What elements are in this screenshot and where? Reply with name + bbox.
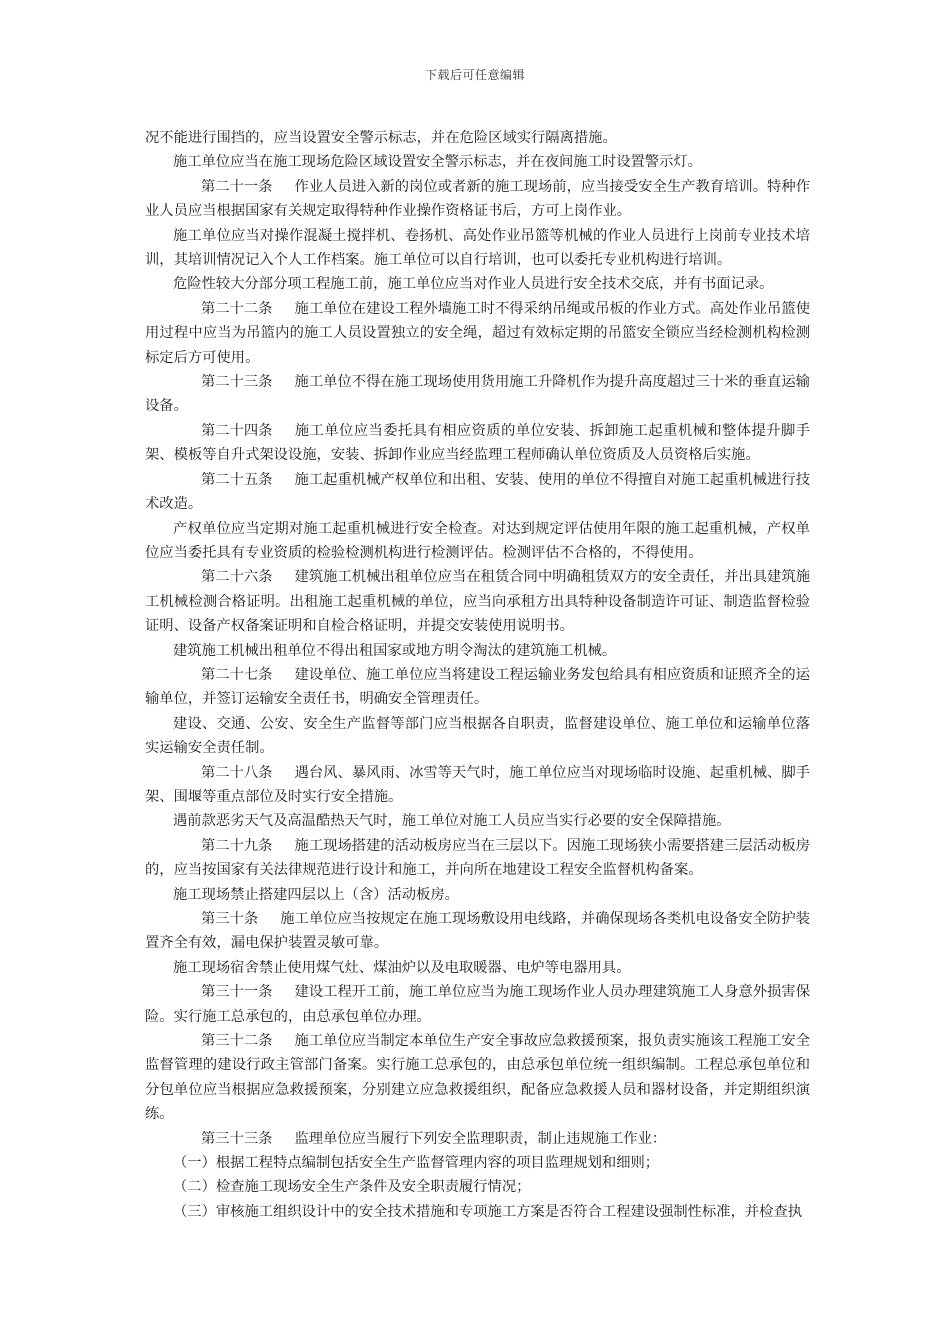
paragraph-text: （二）检查施工现场安全生产条件及安全职责履行情况； xyxy=(173,1179,531,1196)
paragraph-text: 危险性较大分部分项工程施工前，施工单位应当对作业人员进行安全技术交底，并有书面记录。 xyxy=(173,276,774,293)
paragraph xyxy=(145,761,810,810)
document-body xyxy=(145,126,810,1224)
paragraph xyxy=(145,663,810,712)
paragraph xyxy=(145,980,810,1029)
paragraph-text: 施工单位应当对操作混凝土搅拌机、卷扬机、高处作业吊篮等机械的作业人员进行上岗前专业技术培训，其培训情况记入个人工作档案。施工单位可以自行培训，也可以委托专业机构进行培训。 xyxy=(145,227,810,269)
paragraph-text: 施工单位不得在施工现场使用货用施工升降机作为提升高度超过三十米的垂直运输设备。 xyxy=(145,374,810,415)
paragraph xyxy=(145,175,810,224)
paragraph xyxy=(145,907,810,956)
paragraph-text: 遇前款恶劣天气及高温酷热天气时，施工单位对施工人员应当实行必要的安全保障措施。 xyxy=(173,813,731,830)
paragraph-text: （三）审核施工组织设计中的安全技术措施和专项施工方案是否符合工程建设强制性标准，并检查执 xyxy=(173,1203,803,1220)
article-number: 第二十一条 xyxy=(201,178,273,195)
paragraph xyxy=(145,419,810,468)
paragraph xyxy=(145,1151,810,1175)
paragraph xyxy=(145,1127,810,1151)
article-number: 第二十九条 xyxy=(201,837,273,854)
paragraph-text: （一）根据工程特点编制包括安全生产监督管理内容的项目监理规划和细则； xyxy=(173,1155,660,1172)
article-number: 第二十五条 xyxy=(201,471,273,488)
paragraph xyxy=(145,565,810,638)
paragraph xyxy=(145,883,810,907)
paragraph-text: 施工单位应当委托具有相应资质的单位安装、拆卸施工起重机械和整体提升脚手架、模板等自升式架设设施，安装、拆卸作业应当经监理工程师确认单位资质及人员资格后实施。 xyxy=(145,422,810,464)
paragraph-text: 施工单位应当在施工现场危险区域设置安全警示标志，并在夜间施工时设置警示灯。 xyxy=(173,154,702,171)
paragraph-text: 施工起重机械产权单位和出租、安装、使用的单位不得擅自对施工起重机械进行技术改造。 xyxy=(145,471,810,513)
article-number: 第二十七条 xyxy=(201,666,273,683)
paragraph xyxy=(145,150,810,174)
paragraph xyxy=(145,272,810,296)
article-number: 第二十八条 xyxy=(201,764,273,781)
article-number: 第二十六条 xyxy=(201,569,273,586)
article-number: 第三十一条 xyxy=(201,984,273,1001)
paragraph xyxy=(145,956,810,980)
paragraph-text: 作业人员进入新的岗位或者新的施工现场前，应当接受安全生产教育培训。特种作业人员应当根据国家有关规定取得特种作业操作资格证书后，方可上岗作业。 xyxy=(145,178,810,220)
paragraph xyxy=(145,468,810,517)
paragraph xyxy=(145,1029,810,1127)
paragraph-text: 建筑施工机械出租单位不得出租国家或地方明令淘汰的建筑施工机械。 xyxy=(173,642,617,659)
article-number: 第二十二条 xyxy=(201,300,273,317)
paragraph-text: 遇台风、暴风雨、冰雪等天气时，施工单位应当对现场临时设施、起重机械、脚手架、围堰等重点部位及时实行安全措施。 xyxy=(145,764,810,805)
paragraph xyxy=(145,1175,810,1199)
article-number: 第三十二条 xyxy=(201,1033,273,1050)
paragraph xyxy=(145,639,810,663)
paragraph-text: 产权单位应当定期对施工起重机械进行安全检查。对达到规定评估使用年限的施工起重机械，产权单位应当委托具有专业资质的检验检测机构进行检测评估。检测评估不合格的，不得使用。 xyxy=(145,520,810,561)
article-number: 第三十三条 xyxy=(201,1130,273,1147)
paragraph-text: 施工单位应当制定本单位生产安全事故应急救援预案，报负责实施该工程施工安全监督管理的建设行政主管部门备案。实行施工总承包的，由总承包单位统一组织编制。工程总承包单位和分包单位应当根据应急救援预案，分别建立应急救援组织，配备应急救援人员和器材设备，并定期组织演练。 xyxy=(145,1033,810,1123)
paragraph-text: 施工现场搭建的活动板房应当在三层以下。因施工现场狭小需要搭建三层活动板房的，应当按国家有关法律规范进行设计和施工，并向所在地建设工程安全监督机构备案。 xyxy=(145,837,810,879)
paragraph xyxy=(145,224,810,273)
article-number: 第三十条 xyxy=(201,911,259,927)
article-number: 第二十四条 xyxy=(201,422,273,439)
paragraph-text: 施工单位应当按规定在施工现场敷设用电线路，并确保现场各类机电设备安全防护装置齐全有效，漏电保护装置灵敏可靠。 xyxy=(145,911,810,952)
paragraph xyxy=(145,517,810,566)
paragraph xyxy=(145,834,810,883)
paragraph xyxy=(145,126,810,150)
paragraph-text: 建设工程开工前，施工单位应当为施工现场作业人员办理建筑施工人身意外损害保险。实行施工总承包的，由总承包单位办理。 xyxy=(145,984,810,1025)
article-number: 第二十三条 xyxy=(201,374,273,391)
paragraph xyxy=(145,1200,810,1224)
paragraph xyxy=(145,809,810,833)
paragraph xyxy=(145,712,810,761)
page-header: 下载后可任意编辑 xyxy=(424,68,525,82)
paragraph-text: 建设、交通、公安、安全生产监督等部门应当根据各自职责，监督建设单位、施工单位和运输单位落实运输安全责任制。 xyxy=(145,715,810,757)
paragraph-text: 监理单位应当履行下列安全监理职责，制止违规施工作业： xyxy=(294,1130,667,1147)
paragraph-text: 况不能进行围挡的，应当设置安全警示标志，并在危险区域实行隔离措施。 xyxy=(145,130,617,146)
paragraph-text: 施工现场宿舍禁止使用煤气灶、煤油炉以及电取暖器、电炉等电器用具。 xyxy=(173,959,631,976)
paragraph-text: 建筑施工机械出租单位应当在租赁合同中明确租赁双方的安全责任，并出具建筑施工机械检测合格证明。出租施工起重机械的单位，应当向承租方出具特种设备制造许可证、制造监督检验证明、设备产权备案证明和自检合格证明，并提交安装使用说明书。 xyxy=(145,569,810,635)
paragraph xyxy=(145,297,810,370)
paragraph-text: 施工单位在建设工程外墙施工时不得采纳吊绳或吊板的作业方式。高处作业吊篮使用过程中应当为吊篮内的施工人员设置独立的安全绳，超过有效标定期的吊篮安全锁应当经检测机构检测标定后方可使用。 xyxy=(145,300,810,366)
paragraph-text: 施工现场禁止搭建四层以上（含）活动板房。 xyxy=(173,886,459,903)
paragraph xyxy=(145,370,810,419)
paragraph-text: 建设单位、施工单位应当将建设工程运输业务发包给具有相应资质和证照齐全的运输单位，并签订运输安全责任书，明确安全管理责任。 xyxy=(145,666,810,708)
